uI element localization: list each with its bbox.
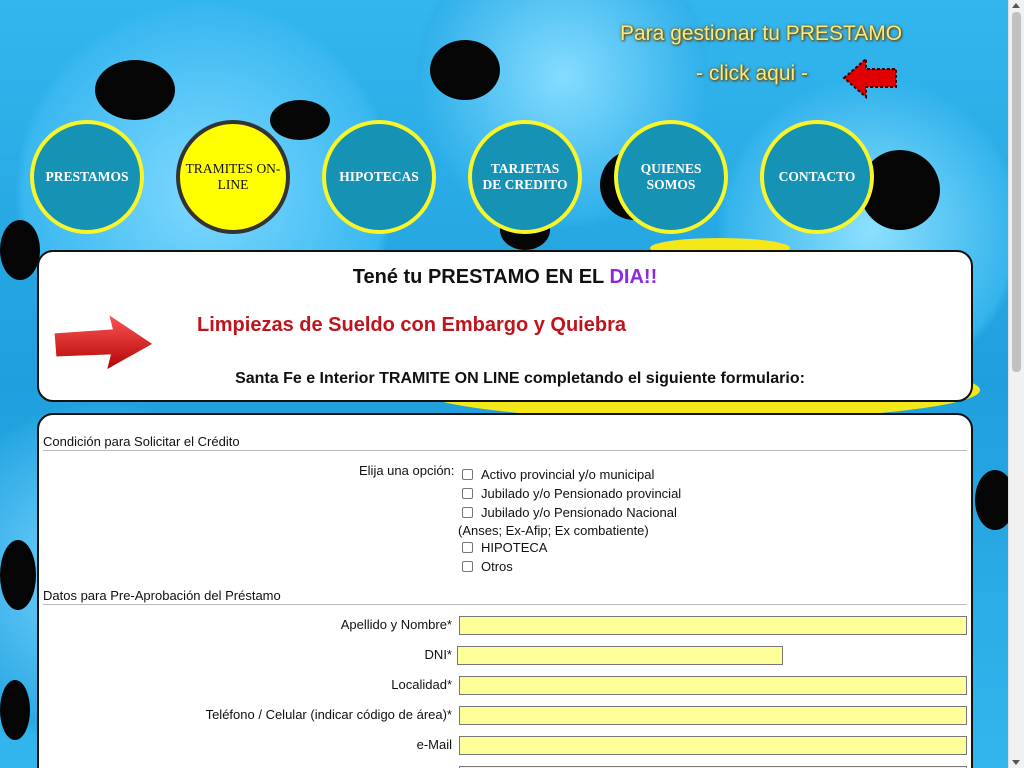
section-title-condicion: Condición para Solicitar el Crédito <box>43 434 240 449</box>
label-dni: DNI* <box>424 647 452 662</box>
background-decoration <box>95 60 175 120</box>
nav-item-tarjetas-de-credito[interactable]: TARJETAS DE CREDITO <box>468 120 582 234</box>
email-input[interactable] <box>459 736 967 755</box>
checkbox[interactable] <box>462 488 473 499</box>
option-text: Jubilado y/o Pensionado Nacional <box>481 505 677 520</box>
option-jubilado-nacional[interactable] <box>462 505 677 520</box>
hero-panel <box>37 250 973 402</box>
hero-subtitle: Limpiezas de Sueldo con Embargo y Quiebra <box>197 314 626 336</box>
hero-title-highlight: DIA!! <box>609 266 658 288</box>
scroll-down-icon[interactable] <box>1012 760 1020 765</box>
promo-line1[interactable]: Para gestionar tu PRESTAMO <box>620 22 903 45</box>
section-divider <box>43 450 967 451</box>
nav-item-hipotecas[interactable]: HIPOTECAS <box>322 120 436 234</box>
background-decoration <box>430 40 500 100</box>
red-arrow-right-icon <box>49 310 159 376</box>
red-arrow-left-icon[interactable] <box>842 57 898 99</box>
option-otros[interactable] <box>462 559 513 574</box>
nav-item-tramites-online[interactable]: TRAMITES ON-LINE <box>176 120 290 234</box>
label-localidad: Localidad* <box>391 677 452 692</box>
label-apellido-nombre: Apellido y Nombre* <box>340 617 452 632</box>
checkbox[interactable] <box>462 507 473 518</box>
option-text: HIPOTECA <box>481 540 548 555</box>
telefono-input[interactable] <box>459 706 967 725</box>
option-jubilado-provincial[interactable] <box>462 486 681 501</box>
main-nav <box>30 120 910 240</box>
checkbox[interactable] <box>462 542 473 553</box>
promo-callout[interactable] <box>620 22 920 102</box>
nav-item-contacto[interactable]: CONTACTO <box>760 120 874 234</box>
option-activo[interactable] <box>462 467 654 482</box>
option-text: Activo provincial y/o municipal <box>481 467 655 482</box>
label-telefono: Teléfono / Celular (indicar código de área)* <box>205 707 452 722</box>
option-note: (Anses; Ex-Afip; Ex combatiente) <box>458 523 649 538</box>
option-text: Jubilado y/o Pensionado provincial <box>481 486 682 501</box>
checkbox[interactable] <box>462 469 473 480</box>
checkbox[interactable] <box>462 561 473 572</box>
hero-tagline: Santa Fe e Interior TRAMITE ON LINE completando el siguiente formulario: <box>235 370 805 387</box>
option-label: Elija una opción: <box>359 463 455 478</box>
promo-click-link[interactable]: - click aqui - <box>696 62 809 85</box>
option-hipoteca[interactable] <box>462 540 547 555</box>
nav-item-prestamos[interactable]: PRESTAMOS <box>30 120 144 234</box>
scrollbar-thumb[interactable] <box>1012 12 1021 372</box>
dni-input[interactable] <box>457 646 783 665</box>
label-email: e-Mail <box>416 737 452 752</box>
loan-form <box>37 413 973 768</box>
hero-title <box>39 266 971 289</box>
section-divider <box>43 604 967 605</box>
apellido-nombre-input[interactable] <box>459 616 967 635</box>
scroll-up-icon[interactable] <box>1012 3 1020 8</box>
vertical-scrollbar[interactable] <box>1008 0 1024 768</box>
background-decoration <box>0 540 36 610</box>
option-text: Otros <box>481 559 513 574</box>
hero-title-prefix: Tené tu PRESTAMO EN EL <box>352 266 610 288</box>
section-title-datos: Datos para Pre-Aprobación del Préstamo <box>43 588 281 603</box>
localidad-input[interactable] <box>459 676 967 695</box>
nav-item-quienes-somos[interactable]: QUIENES SOMOS <box>614 120 728 234</box>
background-decoration <box>0 680 30 740</box>
